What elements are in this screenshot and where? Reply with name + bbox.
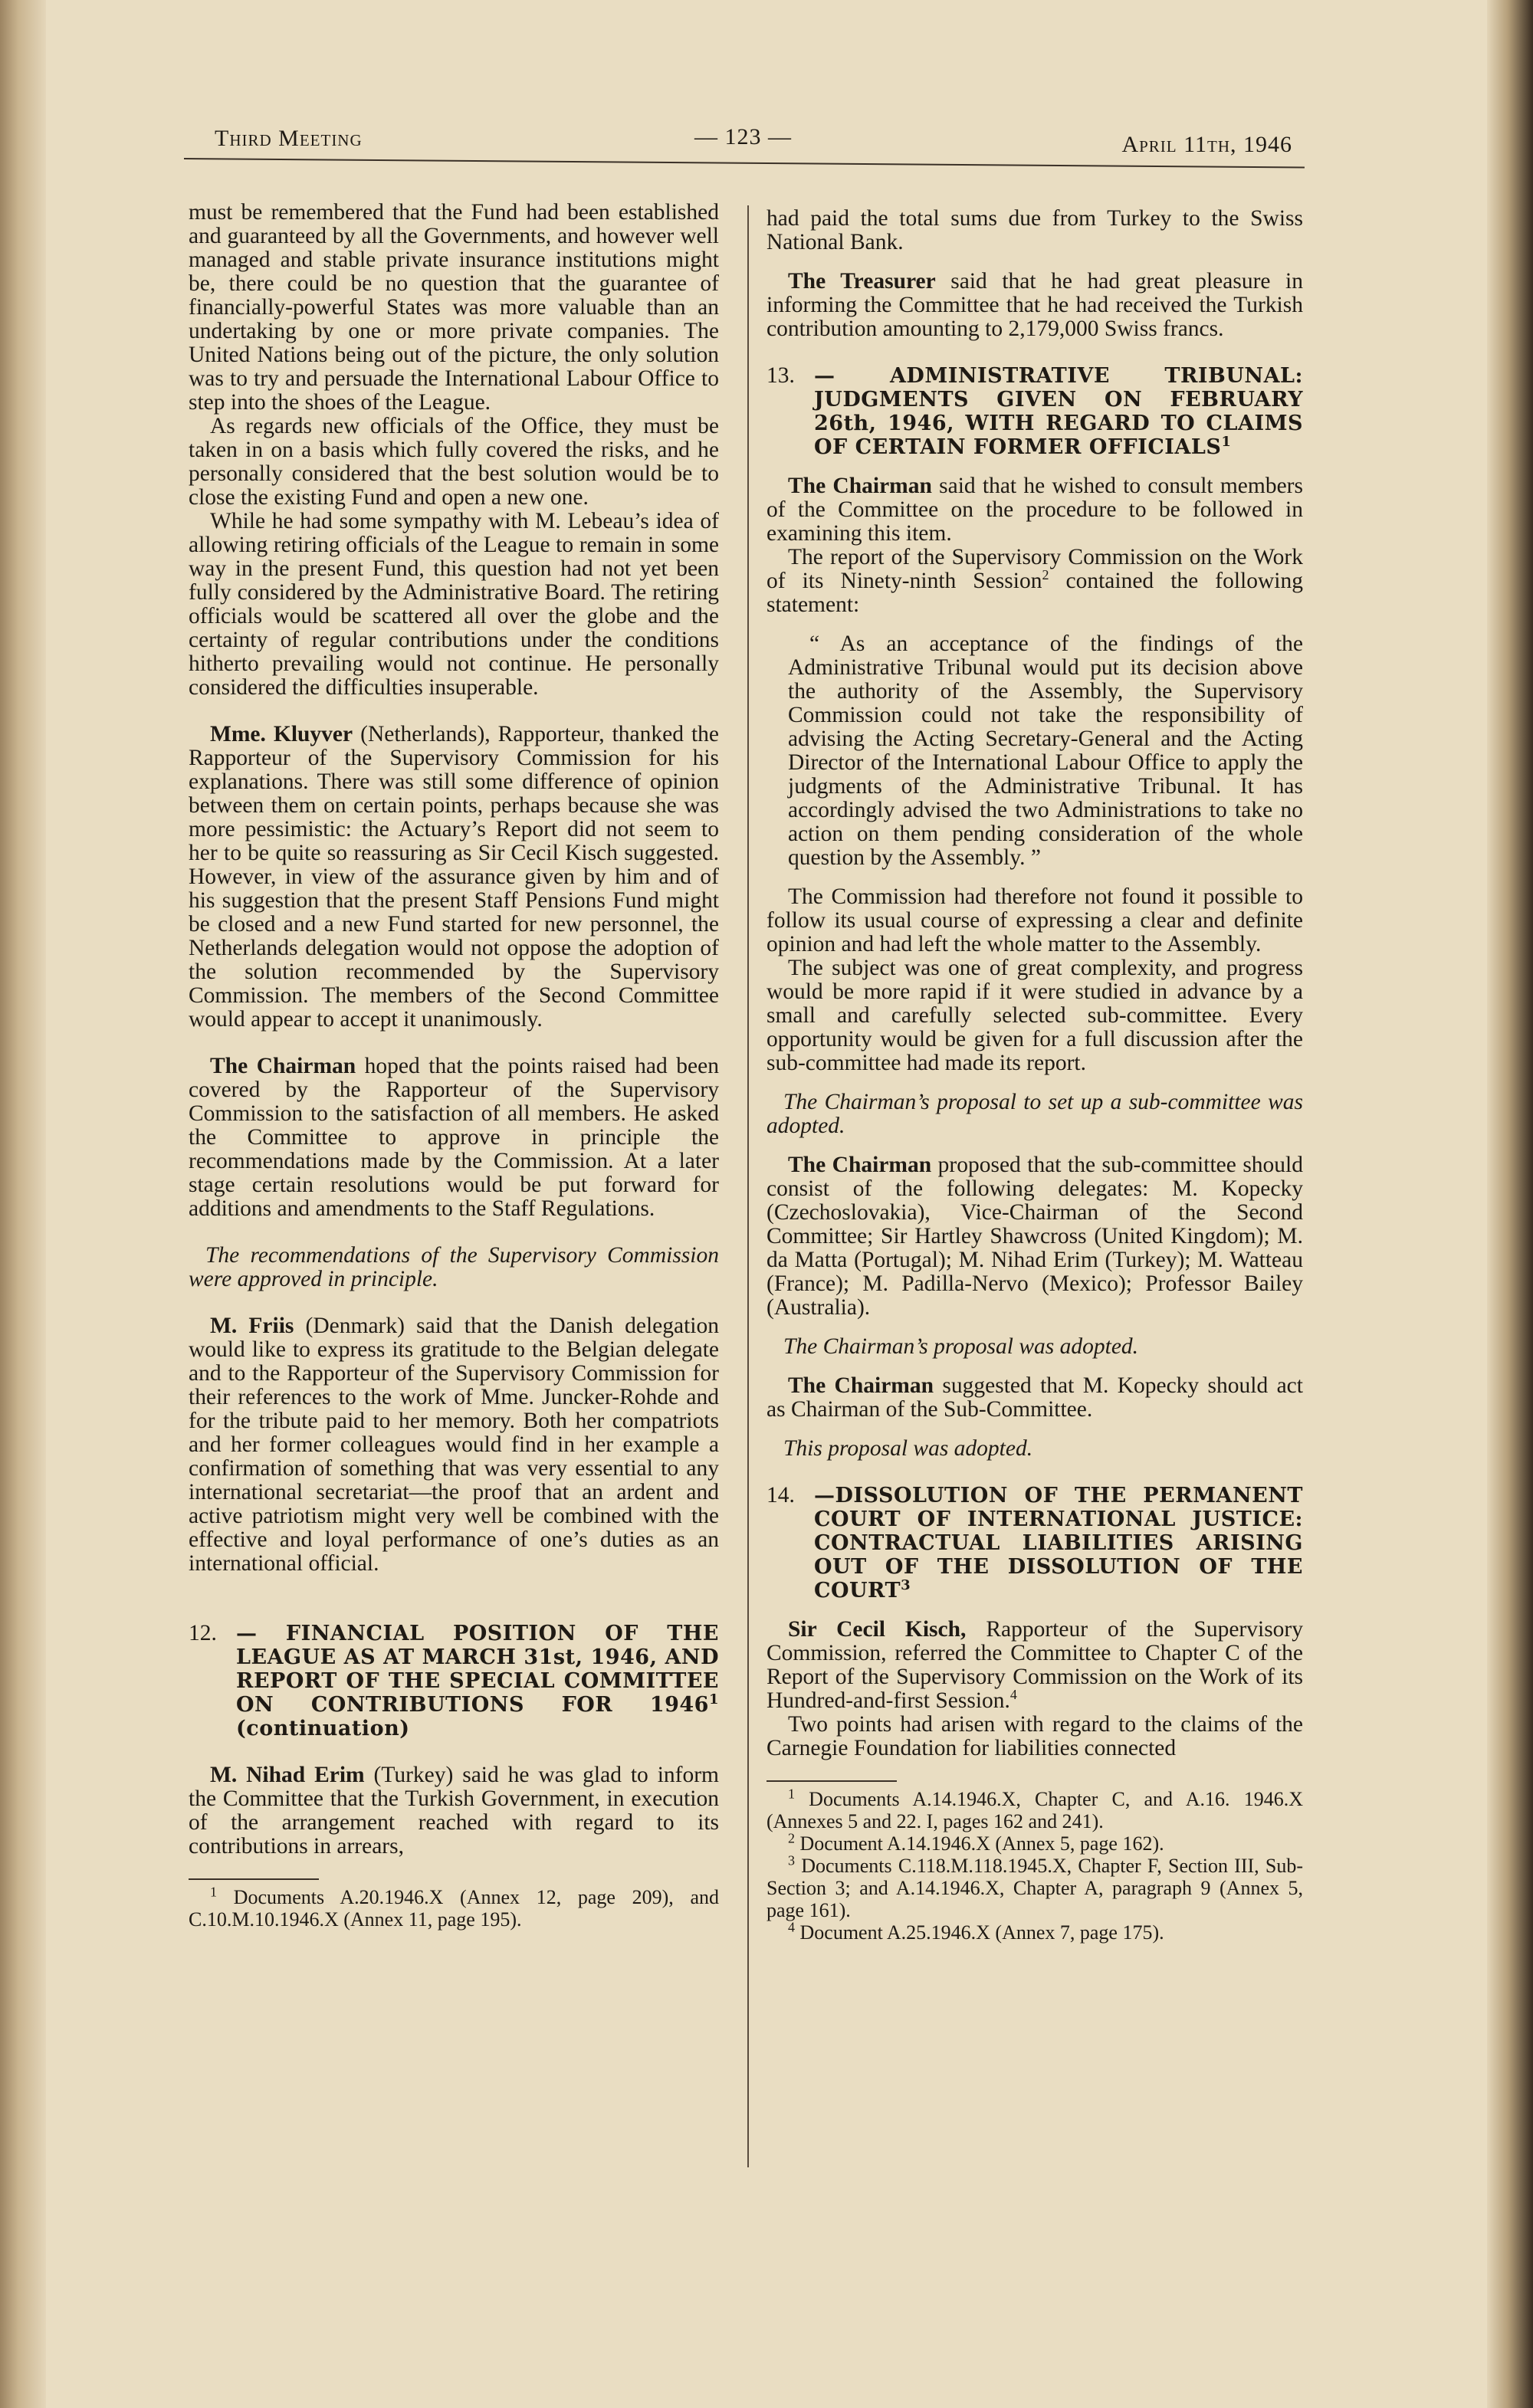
- footnote: $^1$ Documents A.20.1946.X (Annex 12, page 209), and C.10.M.10.1946.X (Annex 11, page 195).: [189, 1884, 719, 1931]
- quoted-statement: “ As an acceptance of the findings of the Administrative Tribunal would put its decision above the authority of the Assembly, the Supervisory Commission could not take the responsibility of advising the Acting Secretary-General and the Acting Director of the International Labour Office to apply the judgments of the Administrative Tribunal. It has accordingly advised the two Administrations to take no action on them pending consideration of the whole question by the Assembly. ”: [788, 632, 1303, 870]
- left-column: [189, 201, 719, 1931]
- paragraph: The Chairman said that he wished to consult members of the Committee on the procedure to be followed in examining this item.: [766, 474, 1303, 546]
- paragraph: must be remembered that the Fund had been established and guaranteed by all the Governments, and however well managed and stable private insurance institutions might be, there could be no question that the guarantee of financially-powerful States was more valuable than an undertaking by one or more private companies. The United Nations being out of the picture, the only solution was to try and persuade the International Labour Office to step into the shoes of the League.: [189, 200, 719, 415]
- paragraph: Two points had arisen with regard to the claims of the Carnegie Foundation for liabilities connected: [766, 1712, 1303, 1760]
- resolution-note: The Chairman’s proposal to set up a sub-committee was adopted.: [766, 1090, 1303, 1138]
- footnote-rule: [189, 1878, 319, 1880]
- speaker-name: Mme. Kluyver: [210, 722, 353, 746]
- header-meeting: Third Meeting: [215, 126, 363, 151]
- running-header: [189, 123, 1308, 176]
- book-gutter: [0, 0, 46, 2408]
- column-divider: [747, 205, 749, 2167]
- paragraph: M. Nihad Erim (Turkey) said he was glad to inform the Committee that the Turkish Government, in execution of the arrangement reached with regard to its contributions in arrears,: [189, 1763, 719, 1858]
- speaker-name: The Chairman: [788, 1373, 934, 1398]
- resolution-note: The Chairman’s proposal was adopted.: [783, 1334, 1139, 1359]
- footnote: $^3$ Documents C.118.M.118.1945.X, Chapter F, Section III, Sub-Section 3; and A.14.1946.X, Chapter A, paragraph 9 (Annex 5, page 161).: [766, 1852, 1303, 1921]
- paragraph: As regards new officials of the Office, they must be taken in on a basis which fully covered the risks, and he personally considered that the best solution would be to close the existing Fund and open a new one.: [189, 414, 719, 510]
- page-edge: [1487, 0, 1533, 2408]
- footnote: $^1$ Documents A.14.1946.X, Chapter C, and A.16. 1946.X (Annexes 5 and 22. I, pages 162 and 241).: [766, 1786, 1303, 1832]
- paragraph: The report of the Supervisory Commission on the Work of its Ninety-ninth Session$^2$ contained the following statement:: [766, 545, 1303, 617]
- paragraph: The Treasurer said that he had great pleasure in informing the Committee that he had received the Turkish contribution amounting to 2,179,000 Swiss francs.: [766, 269, 1303, 341]
- speaker-name: The Treasurer: [788, 269, 936, 294]
- header-date: April 11th, 1946: [1121, 132, 1292, 157]
- speaker-name: M. Nihad Erim: [210, 1763, 365, 1787]
- section-heading-14: 14. —DISSOLUTION OF THE PERMANENT COURT OF INTERNATIONAL JUSTICE: CONTRACTUAL LIABILITIES ARISING OUT OF THE DISSOLUTION OF THE COURT$^3$: [766, 1483, 1303, 1603]
- paragraph: M. Friis (Denmark) said that the Danish delegation would like to express its gratitude to the Belgian delegate and to the Rapporteur of the Supervisory Commission for their references to the work of Mme. Juncker-Rohde and for the tribute paid to her memory. Both her compatriots and her former colleagues would find in her example a confirmation of something that was very essential to any international secretariat—the proof that an ardent and active patriotism might very well be combined with the effective and loyal performance of one’s duties as an international official.: [189, 1314, 719, 1576]
- section-heading-12: 12. — FINANCIAL POSITION OF THE LEAGUE AS AT MARCH 31st, 1946, AND REPORT OF THE SPECIAL COMMITTEE ON CONTRIBUTIONS FOR 1946$^1$ (continuation): [189, 1621, 719, 1740]
- section-number: 12.: [189, 1621, 217, 1645]
- paragraph: While he had some sympathy with M. Lebeau’s idea of allowing retiring officials of the League to remain in some way in the present Fund, this question had not yet been fully considered by the Administrative Board. The retiring officials would be scattered all over the globe and the certainty of regular contributions under the conditions hitherto prevailing would not continue. He personally considered the difficulties insuperable.: [189, 509, 719, 700]
- speaker-name: Sir Cecil Kisch,: [788, 1617, 967, 1642]
- right-column: [766, 207, 1303, 1944]
- paragraph: had paid the total sums due from Turkey to the Swiss National Bank.: [766, 206, 1303, 254]
- paragraph: The Chairman suggested that M. Kopecky should act as Chairman of the Sub-Committee.: [766, 1373, 1303, 1422]
- speaker-name: The Chairman: [788, 474, 932, 498]
- section-number: 14.: [766, 1483, 795, 1507]
- footnote: $^2$ Document A.14.1946.X (Annex 5, page 162).: [788, 1830, 1164, 1855]
- resolution-note: This proposal was adopted.: [783, 1436, 1033, 1461]
- paragraph: Mme. Kluyver (Netherlands), Rapporteur, thanked the Rapporteur of the Supervisory Commission for his explanations. There was still some difference of opinion between them on certain points, perhaps because she was more pessimistic: the Actuary’s Report did not seem to her to be quite so reassuring as Sir Cecil Kisch suggested. However, in view of the assurance given by him and of his suggestion that the present Staff Pensions Fund might be closed and a new Fund started for new personnel, the Netherlands delegation would not oppose the adoption of the solution recommended by the Supervisory Commission. The members of the Second Committee would appear to accept it unanimously.: [189, 722, 719, 1032]
- section-heading-13: 13. — ADMINISTRATIVE TRIBUNAL: JUDGMENTS GIVEN ON FEBRUARY 26th, 1946, WITH REGARD TO CLAIMS OF CERTAIN FORMER OFFICIALS$^1$: [766, 363, 1303, 459]
- speaker-name: M. Friis: [210, 1314, 294, 1338]
- resolution-note: The recommendations of the Supervisory Commission were approved in principle.: [189, 1243, 719, 1291]
- speaker-name: The Chairman: [210, 1054, 356, 1078]
- paragraph: Sir Cecil Kisch, Rapporteur of the Supervisory Commission, referred the Committee to Chapter C of the Report of the Supervisory Commission on the Work of its Hundred-and-first Session.$^4$: [766, 1617, 1303, 1713]
- paragraph: The Chairman proposed that the sub-committee should consist of the following delegates: M. Kopecky (Czechoslovakia), Vice-Chairman of the Second Committee; Sir Hartley Shawcross (United Kingdom); M. da Matta (Portugal); M. Nihad Erim (Turkey); M. Watteau (France); M. Padilla-Nervo (Mexico); Professor Bailey (Australia).: [766, 1153, 1303, 1320]
- page-number: — 123 —: [694, 124, 792, 149]
- footnote-rule: [766, 1780, 897, 1782]
- speaker-name: The Chairman: [788, 1153, 932, 1177]
- section-number: 13.: [766, 363, 795, 388]
- paragraph: The Commission had therefore not found it possible to follow its usual course of expressing a clear and definite opinion and had left the whole matter to the Assembly.: [766, 884, 1303, 956]
- footnote: $^4$ Document A.25.1946.X (Annex 7, page 175).: [788, 1919, 1164, 1944]
- paragraph: The subject was one of great complexity, and progress would be more rapid if it were studied in advance by a small and carefully selected sub-committee. Every opportunity would be given for a full discussion after the sub-committee had made its report.: [766, 956, 1303, 1075]
- paragraph: The Chairman hoped that the points raised had been covered by the Rapporteur of the Supervisory Commission to the satisfaction of all members. He asked the Committee to approve in principle the recommendations made by the Commission. At a later stage certain resolutions would be put forward for additions and amendments to the Staff Regulations.: [189, 1054, 719, 1221]
